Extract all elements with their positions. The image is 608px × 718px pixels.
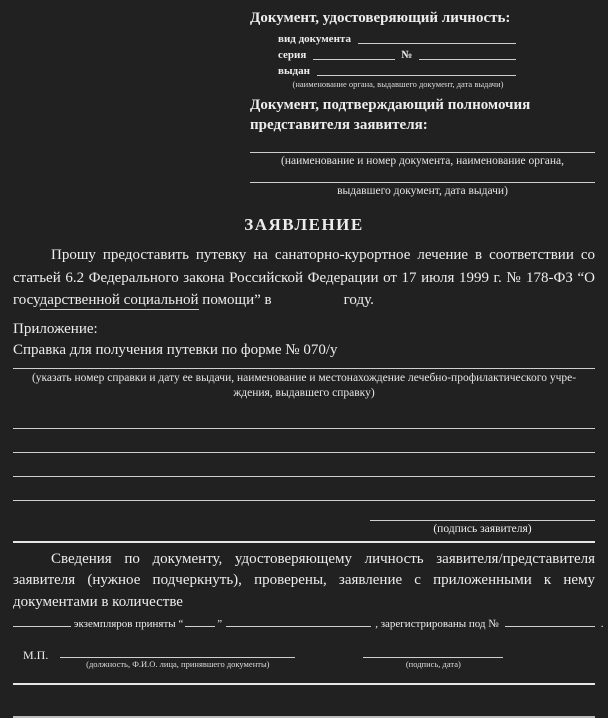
attachment-item: Справка для получения путевки по форме № 070/у (13, 341, 338, 358)
ruled-blank-area (13, 415, 595, 501)
official-signature-line (363, 648, 503, 658)
certificate-caption-line2: ждения, выдавшего справку) (233, 386, 375, 399)
day-blank (185, 616, 215, 627)
series-blank (313, 48, 395, 60)
official-signature-block (363, 648, 503, 670)
blank-line-3 (13, 453, 595, 477)
issued-blank (317, 64, 516, 76)
authority-doc-caption-1: (наименование и номер документа, наименование органа, (281, 155, 564, 167)
identity-doc-fields (278, 31, 518, 90)
application-body-underlined: дарственной социальной (39, 292, 199, 308)
authority-doc-title: Документ, подтверждающий полномочия представителя заявителя: (250, 97, 531, 133)
copies-registered-row (13, 616, 604, 631)
series-label: серия (278, 49, 307, 61)
close-quote: ” (217, 618, 223, 630)
application-heading: ЗАЯВЛЕНИЕ (244, 215, 364, 234)
attachment-label: Приложение: (13, 320, 98, 337)
period-mark: . (600, 618, 604, 630)
blank-line-1 (13, 415, 595, 429)
doc-type-label: вид документа (278, 33, 351, 45)
applicant-signature-caption: (подпись заявителя) (433, 522, 532, 535)
certificate-blank-line (13, 361, 595, 369)
verification-body: Сведения по документу, удостоверяющему личность заявителя/представителя заявителя (нужное подчеркнуть), проверены, заявление с приложенными к нему документами в количестве (13, 550, 595, 610)
doc-type-row (278, 31, 518, 47)
number-label: № (401, 49, 413, 61)
attachment-section (13, 319, 595, 361)
official-block (60, 648, 295, 670)
official-signature-caption: (подпись, дата) (405, 659, 461, 669)
authority-doc-blank-2 (250, 169, 595, 183)
doc-type-blank (358, 32, 516, 44)
open-quote: “ (178, 618, 184, 630)
authority-doc-caption-2: выдавшего документ, дата выдачи) (337, 185, 508, 197)
copies-label: экземпляров приняты (73, 618, 176, 630)
application-body-part3: году. (343, 292, 374, 308)
application-body-part1: Прошу предоставить путевку на санаторно-курортное лечение в соответствии со статьей 6.2 Федерального закона Российской Федерации от 17 июля 1999 г. № 178-ФЗ “О госу (13, 247, 595, 308)
applicant-signature-line (370, 508, 595, 521)
number-blank (419, 48, 516, 60)
registration-number-blank (505, 616, 595, 627)
series-number-row (278, 47, 518, 63)
footer-row (13, 648, 595, 670)
certificate-caption-line1: (указать номер справки и дату ее выдачи, наименование и местонахождение лечебно-профилактического учре- (31, 371, 577, 384)
divider-rule (13, 541, 595, 543)
issued-label: выдан (278, 65, 310, 77)
application-body (13, 244, 595, 312)
blank-line-2 (13, 429, 595, 453)
issued-caption: (наименование органа, выдавшего документ, дата выдачи) (292, 79, 504, 89)
authority-doc-blank-1 (250, 135, 595, 153)
identity-doc-section (250, 8, 595, 199)
blank-line-4 (13, 477, 595, 501)
identity-doc-title: Документ, удостоверяющий личность: (250, 10, 511, 26)
authority-doc-section (250, 95, 595, 199)
month-blank (226, 616, 371, 627)
bottom-rule-1 (13, 683, 595, 685)
copies-count-blank (13, 616, 71, 627)
official-caption: (должность, Ф.И.О. лица, принявшего документы) (86, 659, 270, 669)
applicant-signature-block (370, 508, 595, 536)
stamp-label: М.П. (23, 648, 49, 662)
official-blank-line (60, 648, 295, 658)
application-body-part2: помощи” в (198, 292, 272, 308)
registered-label: , зарегистрированы под № (375, 618, 499, 630)
issued-row (278, 63, 518, 79)
certificate-caption (13, 371, 595, 401)
